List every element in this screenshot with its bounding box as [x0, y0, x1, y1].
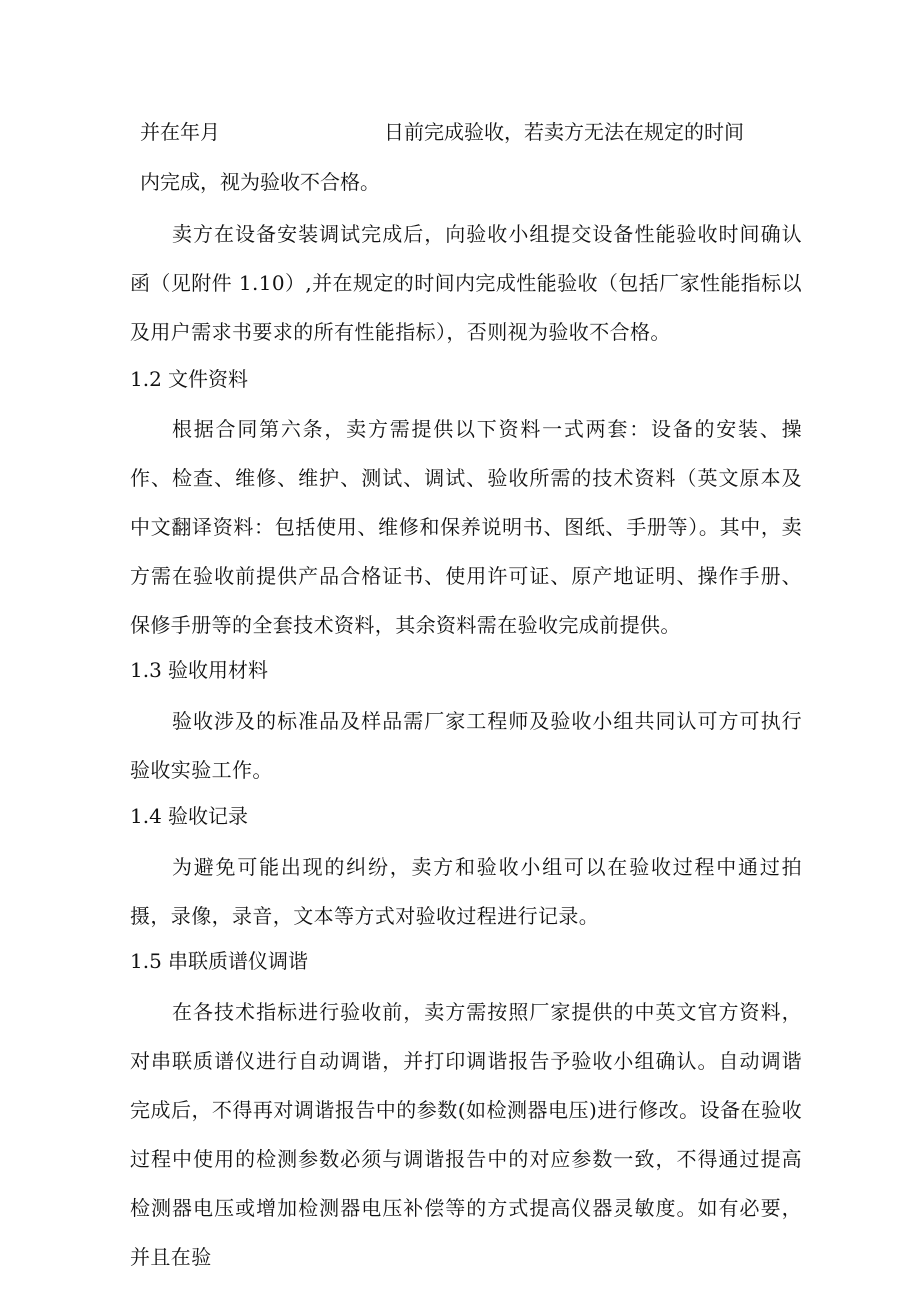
continuation-text-b: 日前完成验收，若卖方无法在规定的时间	[384, 120, 744, 144]
performance-acceptance-paragraph: 卖方在设备安装调试完成后，向验收小组提交设备性能验收时间确认函（见附件 1.10）,并在规定的时间内完成性能验收（包括厂家性能指标以及用户需求书要求的所有性能指标），否则视为验收不合格。	[130, 222, 802, 344]
continuation-line-2: 内完成，视为验收不合格。	[140, 170, 380, 194]
section-number: 1.2	[130, 367, 162, 391]
section-heading-1-3	[130, 656, 268, 684]
section-body-1-3: 验收涉及的标准品及样品需厂家工程师及验收小组共同认可方可执行验收实验工作。	[130, 709, 802, 782]
section-heading-1-4	[130, 802, 248, 830]
continuation-text-a: 并在年月	[140, 120, 220, 144]
section-body-1-5: 在各技术指标进行验收前，卖方需按照厂家提供的中英文官方资料，对串联质谱仪进行自动调谐，并打印调谐报告予验收小组确认。自动调谐完成后，不得再对调谐报告中的参数(如检测器电压)进行修改。设备在验收过程中使用的检测参数必须与调谐报告中的对应参数一致，不得通过提高检测器电压或增加检测器电压补偿等的方式提高仪器灵敏度。如有必要，并且在验	[130, 1000, 802, 1269]
section-title: 验收用材料	[168, 658, 268, 682]
section-number: 1.4	[130, 804, 162, 828]
section-body-1-4: 为避免可能出现的纠纷，卖方和验收小组可以在验收过程中通过拍摄，录像，录音，文本等方式对验收过程进行记录。	[130, 855, 802, 928]
section-number: 1.3	[130, 658, 162, 682]
section-number: 1.5	[130, 949, 162, 973]
continuation-line-1	[140, 118, 744, 146]
section-body-1-2: 根据合同第六条，卖方需提供以下资料一式两套：设备的安装、操作、检查、维修、维护、测试、调试、验收所需的技术资料（英文原本及中文翻译资料：包括使用、维修和保养说明书、图纸、手册等）。其中，卖方需在验收前提供产品合格证书、使用许可证、原产地证明、操作手册、保修手册等的全套技术资料，其余资料需在验收完成前提供。	[130, 417, 802, 637]
section-title: 串联质谱仪调谐	[168, 949, 308, 973]
section-heading-1-5	[130, 947, 308, 975]
section-heading-1-2	[130, 365, 248, 393]
section-title: 文件资料	[168, 367, 248, 391]
section-title: 验收记录	[168, 804, 248, 828]
